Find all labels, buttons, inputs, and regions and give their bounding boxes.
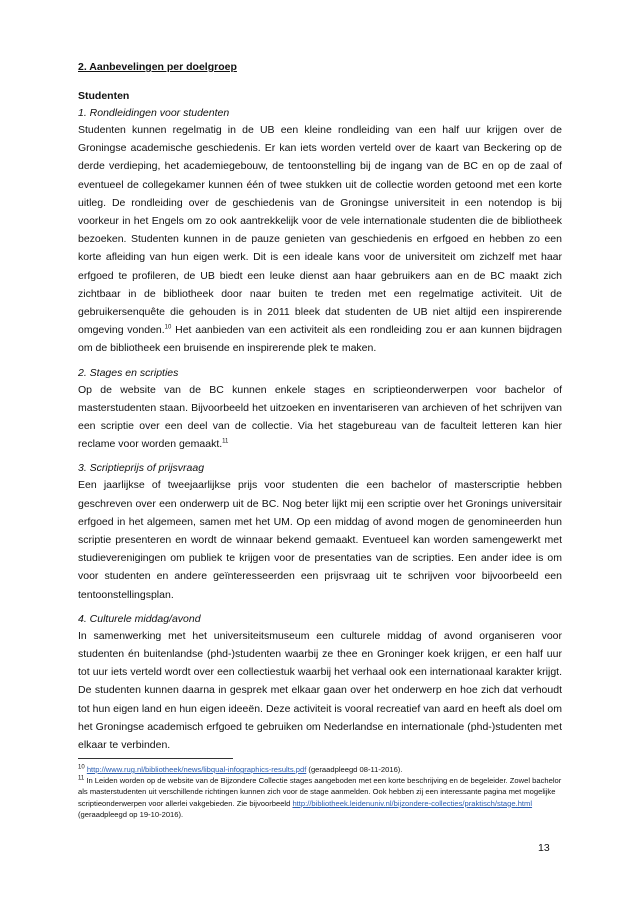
group-heading: Studenten [78,90,130,102]
footnote-ref[interactable]: 11 [222,438,229,445]
paragraph: In samenwerking met het universiteitsmuseum een culturele middag of avond organiseren voor studenten én buitenlandse (phd-)studenten waarbij ze thee en Groninger koek krijgen, er een half uur tot uur iets verteld wordt over een collectiestuk waarbij het verhaal ook een internationaal karakter krijgt. De studenten kunnen daarna in gesprek met elkaar gaan over het onderwerp en hoe zich dat verhoudt tot hun eigen land en hun eigen ideeën. Deze activiteit is vooral recreatief van aard en heeft als doel om het Groningse academisch erfgoed te gebruiken om Nederlandse en internationale (phd-)studenten met elkaar te verbinden. [78,629,562,752]
paragraph: Op de website van de BC kunnen enkele stages en scriptieonderwerpen voor bachelor of masterstudenten staan. Bijvoorbeeld het uitzoeken en inventariseren van archieven of het schrijven van een scriptie over een deel van de collectie. Via het stagebureau van de faculteit letteren kan hier reclame voor worden gemaakt.$^{11}$ [78,383,562,451]
footnote-10: $^{10}$ http://www.rug.nl/bibliotheek/news/libqual-infographics-results.pdf (geraadpleegd 08-11-2016). [78,764,403,774]
section-scriptieprijs [78,461,562,603]
footnote-link[interactable]: http://www.rug.nl/bibliotheek/news/libqual-infographics-results.pdf [86,765,307,774]
paragraph: Een jaarlijkse of tweejaarlijkse prijs voor studenten die een bachelor of masterscriptie hebben geschreven over een onderwerp uit de BC. Nog beter lijkt mij een scriptie over het Gronings universitair erfgoed in het algemeen, samen met het UM. Op een middag of avond mogen de genomineerden hun scriptie presenteren en wordt de winnaar bekend gemaakt. Eventueel kan worden samengewerkt met studieverenigingen om publiek te krijgen voor de presentaties van de scripties. Een ander idee is om voor studenten en andere geïnteresseerden een prijsvraag uit te schrijven voor bijvoorbeeld een tentoonstellingsplan. [78,479,562,601]
footnotes [78,764,562,820]
footnote-11: $^{11}$ In Leiden worden op de website van de Bijzondere Collectie stages aangeboden met een korte beschrijving en de begeleider. Zowel bachelor als masterstudenten uit verschillende richtingen kunnen zich voor de stage aanmelden. Ook hebben zij een interessante pagina met mogelijke scriptieonderwerpen voor allerlei vakgebieden. Zie bijvoorbeeld http://bibliotheek.leidenuniv.nl/bijzondere-collecties/praktisch/stage.html (geraadpleegd op 19-10-2016). [78,775,562,819]
footnote-divider [78,758,233,759]
subsection-title: 1. Rondleidingen voor studenten [78,107,230,119]
section-stages [78,366,562,454]
subsection-title: 2. Stages en scripties [78,366,179,379]
subsection-title: 4. Culturele middag/avond [78,612,201,625]
document-page [78,60,562,762]
footnote-ref[interactable]: 10 [164,324,172,331]
page-number: 13 [538,842,550,854]
paragraph: Studenten kunnen regelmatig in de UB een kleine rondleiding van een half uur krijgen over de Groningse academische geschiedenis. Er kan iets worden verteld over de kaart van Beckering op de derde verdieping, het academiegebouw, de tentoonstelling bij de ingang van de BC en op de zaal of eventueel de collegekamer kunnen één of twee stukken uit de collectie worden getoond met een korte uitleg. De rondleiding over de geschiedenis van de Groningse universiteit in een notendop is bij voorkeur in het Engels om zo ook aantrekkelijk voor de vele internationale studenten die de bibliotheek bezoeken. Studenten kunnen in de pauze genieten van geschiedenis en erfgoed en hebben zo een korte afleiding van hun eigen werk. Dit is een ideale kans voor de universiteit om zichzelf met haar erfgoed te profileren, de UB biedt een leuke dienst aan haar gebruikers aan en de BC maakt zich zichtbaar in de bibliotheek door naar buiten te treden met een regelmatige activiteit. Uit de gebruikersenquête die gehouden is in 2011 bleek dat studenten de UB niet altijd een inspirerende omgeving vonden.$^{10}$ Het aanbieden van een activiteit als een rondleiding zou er aan kunnen bijdragen om de bibliotheek een bruisende en inspirerende plek te maken. [78,124,562,355]
section-rondleidingen [78,106,562,358]
section-culturele-middag [78,612,562,754]
section-heading: 2. Aanbevelingen per doelgroep [78,61,237,73]
footnote-link[interactable]: http://bibliotheek.leidenuniv.nl/bijzondere-collecties/praktisch/stage.html [292,798,533,808]
subsection-title: 3. Scriptieprijs of prijsvraag [78,462,205,475]
